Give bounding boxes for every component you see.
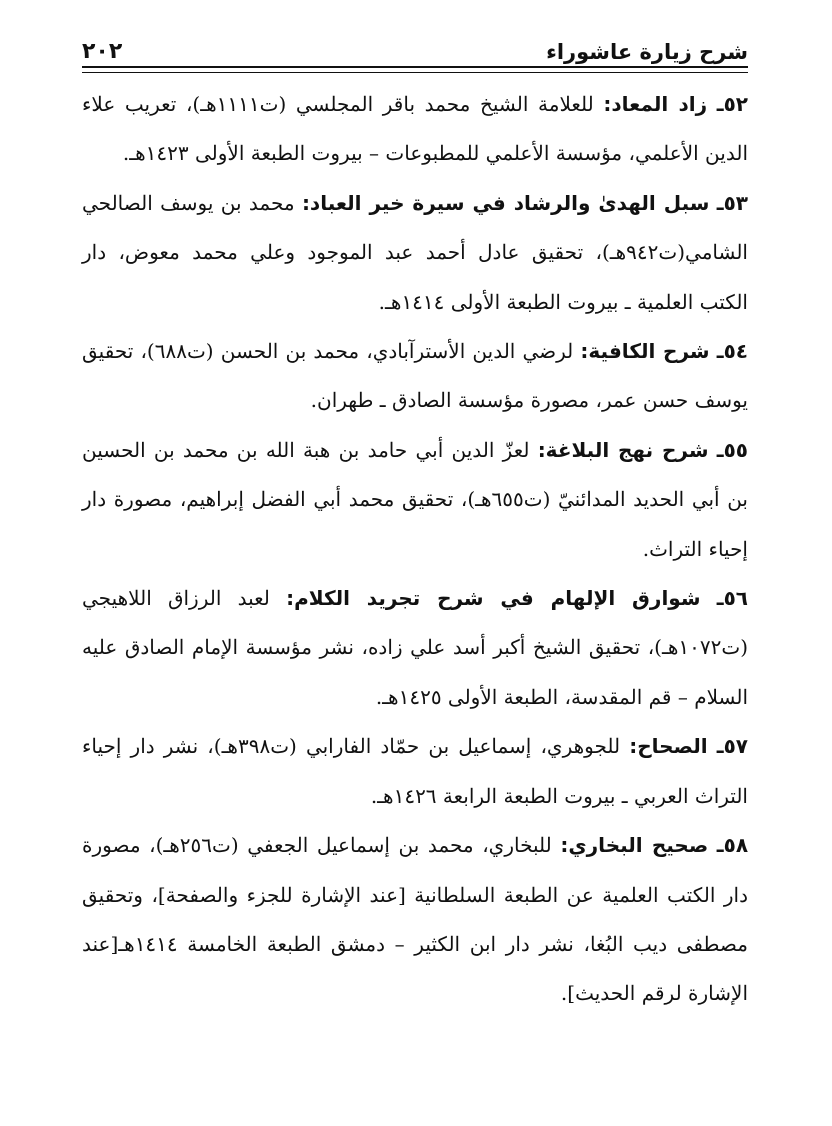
entry-text: للعلامة الشيخ محمد باقر المجلسي (ت١١١١هـ)، تعريب علاء الدين الأعلمي، مؤسسة الأعلمي للمطبوعات – بيروت الطبعة الأولى ١٤٢٣هـ. (82, 92, 748, 166)
bibliography-list (82, 80, 748, 1019)
entry-number: ٥٤ـ (716, 339, 748, 364)
book-title: الصحاح: (629, 734, 708, 759)
header-rule-thin (82, 72, 748, 73)
entry-text: لعبد الرزاق اللاهيجي (ت١٠٧٢هـ)، تحقيق الشيخ أكبر أسد علي زاده، نشر مؤسسة الإمام الصادق عليه السلام – قم المقدسة، الطبعة الأولى ١٤٢٥هـ. (82, 586, 748, 709)
book-title: شرح الكافية: (580, 339, 710, 364)
book-title: سبل الهدىٰ والرشاد في سيرة خير العباد: (301, 190, 710, 215)
entry-text: للبخاري، محمد بن إسماعيل الجعفي (ت٢٥٦هـ)، مصورة دار الكتب العلمية عن الطبعة السلطانية [عند الإشارة للجزء والصفحة]، وتحقيق مصطفى ديب البُغا، نشر دار ابن الكثير – دمشق الطبعة الخامسة ١٤١٤هـ[عند الإشارة لرقم الحديث]. (82, 833, 748, 1006)
entry-number: ٥٦ـ (716, 586, 749, 611)
book-title: شوارق الإلهام في شرح تجريد الكلام: (286, 586, 701, 611)
bibliography-entry (82, 574, 748, 722)
header-rule-thick (82, 66, 748, 68)
entry-number: ٥٥ـ (716, 437, 749, 462)
book-title: زاد المعاد: (603, 92, 708, 116)
running-title: شرح زيارة عاشوراء (546, 40, 748, 64)
entry-text: لعزّ الدين أبي حامد بن هبة الله بن محمد بن الحسين بن أبي الحديد المدائنيّ (ت٦٥٥هـ)، تحقيق محمد أبي الفضل إبراهيم، مصورة دار إحياء التراث. (82, 437, 748, 561)
bibliography-entry (82, 722, 748, 821)
book-title: شرح نهج البلاغة: (537, 437, 709, 462)
page-header (82, 30, 748, 64)
entry-number: ٥٣ـ (716, 190, 749, 215)
entry-text: محمد بن يوسف الصالحي الشامي(ت٩٤٢هـ)، تحقيق عادل أحمد عبد الموجود وعلي محمد معوض، دار الكتب العلمية ـ بيروت الطبعة الأولى ١٤١٤هـ. (82, 190, 748, 314)
page-number: ٢٠٢ (82, 39, 123, 64)
bibliography-entry (82, 80, 748, 179)
entry-number: ٥٨ـ (716, 833, 749, 858)
entry-number: ٥٧ـ (716, 734, 749, 759)
entry-number: ٥٢ـ (716, 92, 749, 116)
bibliography-entry (82, 327, 748, 426)
bibliography-entry (82, 179, 748, 327)
bibliography-entry (82, 821, 748, 1019)
book-title: صحيح البخاري: (560, 833, 709, 858)
entry-text: لرضي الدين الأسترآبادي، محمد بن الحسن (ت٦٨٨)، تحقيق يوسف حسن عمر، مصورة مؤسسة الصادق ـ طهران. (82, 339, 748, 413)
bibliography-entry (82, 426, 748, 574)
entry-text: للجوهري، إسماعيل بن حمّاد الفارابي (ت٣٩٨هـ)، نشر دار إحياء التراث العربي ـ بيروت الطبعة الرابعة ١٤٢٦هـ. (82, 734, 748, 808)
